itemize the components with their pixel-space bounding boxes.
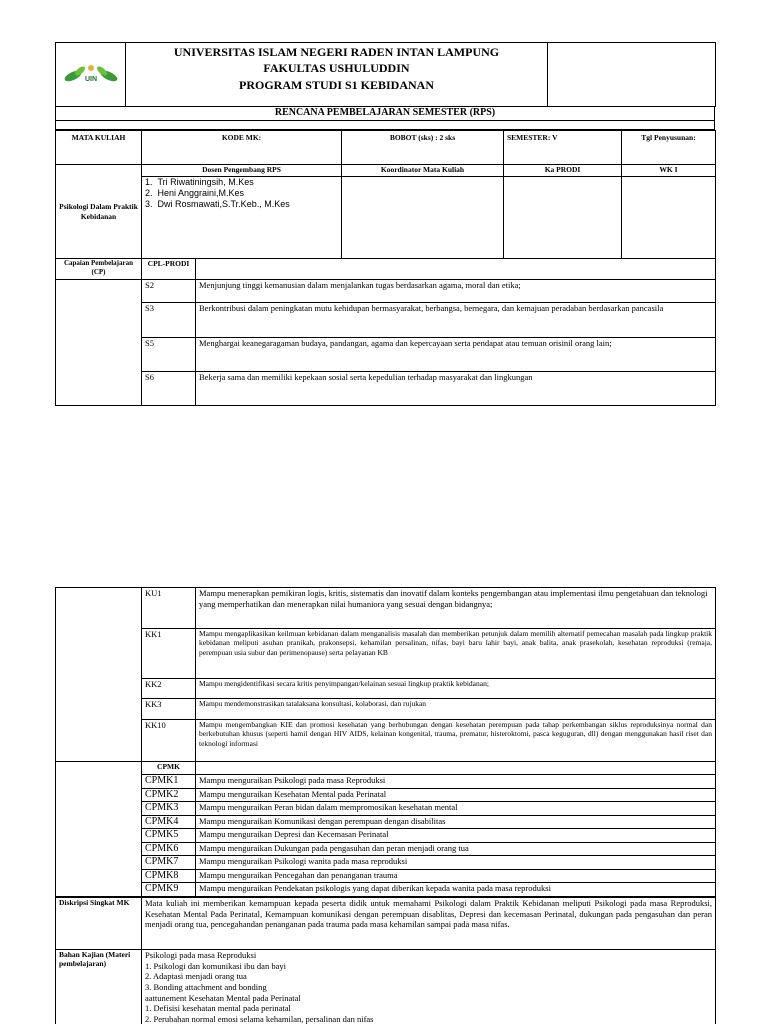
cp-code: S2 [142, 280, 196, 303]
bahan-line: 1. Defisisi kesehatan mental pada perinatal [145, 1003, 291, 1014]
course-table [55, 130, 716, 259]
cpmk-code: CPMK2 [142, 788, 196, 802]
cp-text: Bekerja sama dan memiliki kepekaan sosial serta kepedulian terhadap masyarakat dan lingkungan [196, 372, 716, 406]
skills-left-blank [56, 588, 142, 762]
cp-code: S6 [142, 372, 196, 406]
course-name: Psikologi Dalam Praktik Kebidanan [56, 165, 142, 259]
bahan-label: Bahan Kajian (Materi pembelajaran) [56, 950, 142, 1024]
lecturer-item: 3. Dwi Rosmawati,S.Tr.Keb., M.Kes [145, 198, 290, 209]
cp-text: Menghargai keanegaragaman budaya, pandangan, agama dan kepercayaan serta pendapat atau temuan orisinil orang lain; [196, 338, 716, 372]
koordinator-cell [342, 177, 504, 259]
skill-text: Mampu menerapkan pemikiran logis, kritis, sistematis dan inovatif dalam konteks pengembangan atau implementasi ilmu pengetahuan dan teknologi yang memperhatikan dan menerapkan nilai humaniora yang sesuai dengan bidangnya; [196, 588, 716, 629]
cp-text: Berkontribusi dalam peningkatan mutu kehidupan bermasyarakat, berbangsa, bernegara, dan kemajuan peradaban berdasarkan pancasila [196, 303, 716, 338]
description-table [55, 897, 716, 1024]
cpmk-text: Mampu menguraikan Komunikasi dengan perempuan dengan disabilitas [196, 815, 716, 829]
cp-code: S5 [142, 338, 196, 372]
cpmk-label: CPMK [142, 762, 196, 775]
kode-mk-label: KODE MK: [142, 131, 342, 165]
header-blank-cell [548, 43, 716, 107]
cpmk-text: Mampu menguraikan Pencegahan dan penanganan trauma [196, 869, 716, 883]
lecturer-item: 2. Heni Anggraini,M.Kes [145, 187, 245, 198]
wk-cell [622, 177, 716, 259]
cpmk-text: Mampu menguraikan Pendekatan psikologis yang dapat diberikan kepada wanita pada masa reproduksi [196, 883, 716, 897]
skill-code: KK3 [142, 699, 196, 720]
program-name: PROGRAM STUDI S1 KEBIDANAN [238, 77, 435, 92]
kaprodi-label: Ka PRODI [504, 165, 622, 177]
cpmk-text: Mampu menguraikan Psikologi wanita pada masa reproduksi [196, 856, 716, 870]
faculty-name: FAKULTAS USHULUDDIN [263, 61, 410, 76]
bahan-line: 1. Psikologi dan komunikasi ibu dan bayi [145, 960, 286, 971]
skill-text: Mampu mengembangkan KIE dan promosi kesehatan yang berhubungan dengan kesehatan perempuan pada tahap perkembangan siklus reproduksinya normal dan berkebutuhan khusus (seperti hamil dengan HIV AIDS, kelainan kongenital, trauma, prematur, histeroktomi, pasca keguguran, dll) dengan menggunakan hasil riset dan teknologi informasi [196, 720, 716, 762]
university-name: UNIVERSITAS ISLAM NEGERI RADEN INTAN LAMPUNG [173, 45, 500, 59]
lecturer-list-cell [142, 177, 342, 259]
cp-label: Capaian Pembelajaran (CP) [56, 259, 142, 280]
skill-text: Mampu mendemonstrasikan tatalaksana konsultasi, kolaborasi, dan rujukan [196, 699, 716, 720]
cpmk-code: CPMK5 [142, 829, 196, 843]
rps-title: RENCANA PEMBELAJARAN SEMESTER (RPS) [56, 107, 715, 121]
lecturer-list [145, 177, 338, 209]
skill-text: Mampu mengaplikasikan keilmuan kebidanan dalam menganalisis masalah dan memberikan petunjuk dalam memilih alternatif pemecahan masalah pada lingkup praktik kebidanan meliputi asuhan pranikah, prakonsepsi, kehamilan persalinan, nifas, bayi baru lahir bayi, anak balita, anak prasekolah, kesehatan reproduksi (remaja, perempuan usia subur dan perimenopause) serta pelayanan KB [196, 629, 716, 679]
spacer-row [56, 120, 715, 129]
description-label: Diskripsi Singkat MK [56, 898, 142, 950]
cpmk-text: Mampu menguraikan Depresi dan Kecemasan Perinatal [196, 829, 716, 843]
rps-title-table [55, 106, 715, 130]
cpmk-code: CPMK3 [142, 802, 196, 816]
koordinator-label: Koordinator Mata Kuliah [342, 165, 504, 177]
bahan-line: aattunement Kesehatan Mental pada Perinatal [145, 992, 301, 1003]
kaprodi-cell [504, 177, 622, 259]
institution-cell [126, 43, 548, 107]
cp-table [55, 258, 716, 406]
cp-text: Menjunjung tinggi kemanusian dalam menjalankan tugas berdasarkan agama, moral dan etika; [196, 280, 716, 303]
bahan-line: 2. Perubahan normal emosi selama kehamilan, persalinan dan nifas [145, 1013, 374, 1024]
tgl-label: Tgl Penyusunan: [622, 131, 716, 165]
cpmk-code: CPMK8 [142, 869, 196, 883]
skill-code: KU1 [142, 588, 196, 629]
skill-text: Mampu mengidentifikasi secara kritis penyimpangan/kelainan sesuai lingkup praktik kebidanan; [196, 679, 716, 699]
mata-kuliah-label: MATA KULIAH [56, 131, 142, 165]
cpmk-text: Mampu menguraikan Dukungan pada pengasuhan dan peran menjadi orang tua [196, 842, 716, 856]
cpmk-code: CPMK7 [142, 856, 196, 870]
bahan-line: 3. Bonding attachment and bonding [145, 981, 267, 992]
university-logo-icon [63, 63, 119, 87]
skill-code: KK10 [142, 720, 196, 762]
cpmk-code: CPMK9 [142, 883, 196, 897]
cpmk-code: CPMK6 [142, 842, 196, 856]
cpmk-left-blank [56, 762, 142, 897]
cpmk-text: Mampu menguraikan Peran bidan dalam mempromosikan kesehatan mental [196, 802, 716, 816]
logo-text: UIN [84, 76, 97, 83]
bahan-line: Psikologi pada masa Reproduksi [145, 950, 257, 960]
header-table [55, 42, 716, 107]
wk-label: WK I [622, 165, 716, 177]
cpmk-text: Mampu menguraikan Psikologi pada masa Reproduksi [196, 775, 716, 789]
semester-label: SEMESTER: V [504, 131, 622, 165]
cpmk-text: Mampu menguraikan Kesehatan Mental pada Perinatal [196, 788, 716, 802]
cpmk-code: CPMK1 [142, 775, 196, 789]
dosen-label: Dosen Pengembang RPS [142, 165, 342, 177]
cp-left-blank [56, 280, 142, 406]
cp-blank-cell [196, 259, 716, 280]
logo-cell [56, 43, 126, 107]
bahan-cell [142, 950, 716, 1024]
skill-code: KK1 [142, 629, 196, 679]
cp-code: S3 [142, 303, 196, 338]
cpl-prodi-label: CPL-PRODI [142, 259, 196, 280]
skill-code: KK2 [142, 679, 196, 699]
cpmk-code: CPMK4 [142, 815, 196, 829]
bahan-list [145, 950, 712, 1024]
lecturer-item: 1. Tri Riwatiningsih, M.Kes [145, 177, 254, 187]
cpmk-table [55, 761, 716, 897]
cpmk-blank [196, 762, 716, 775]
skills-table [55, 587, 716, 762]
bobot-label: BOBOT (sks) : 2 sks [342, 131, 504, 165]
description-text: Mata kuliah ini memberikan kemampuan kepada peserta didik untuk memahami Psikologi dalam Praktik Kebidanan meliputi Psikologi pada masa Reproduksi, Kesehatan Mental Pada Perinatal, Kemampuan komunikasi dengan perempuan disablitas, Depresi dan kecemasan Perinatal, dukungan pada pengasuhan dan peran menjadi orang tua, pencegahandan penanganan pada trauma pada masa kehamilan sampai pada masa nifas. [142, 898, 716, 950]
bahan-line: 2. Adaptasi menjadi orang tua [145, 971, 247, 982]
